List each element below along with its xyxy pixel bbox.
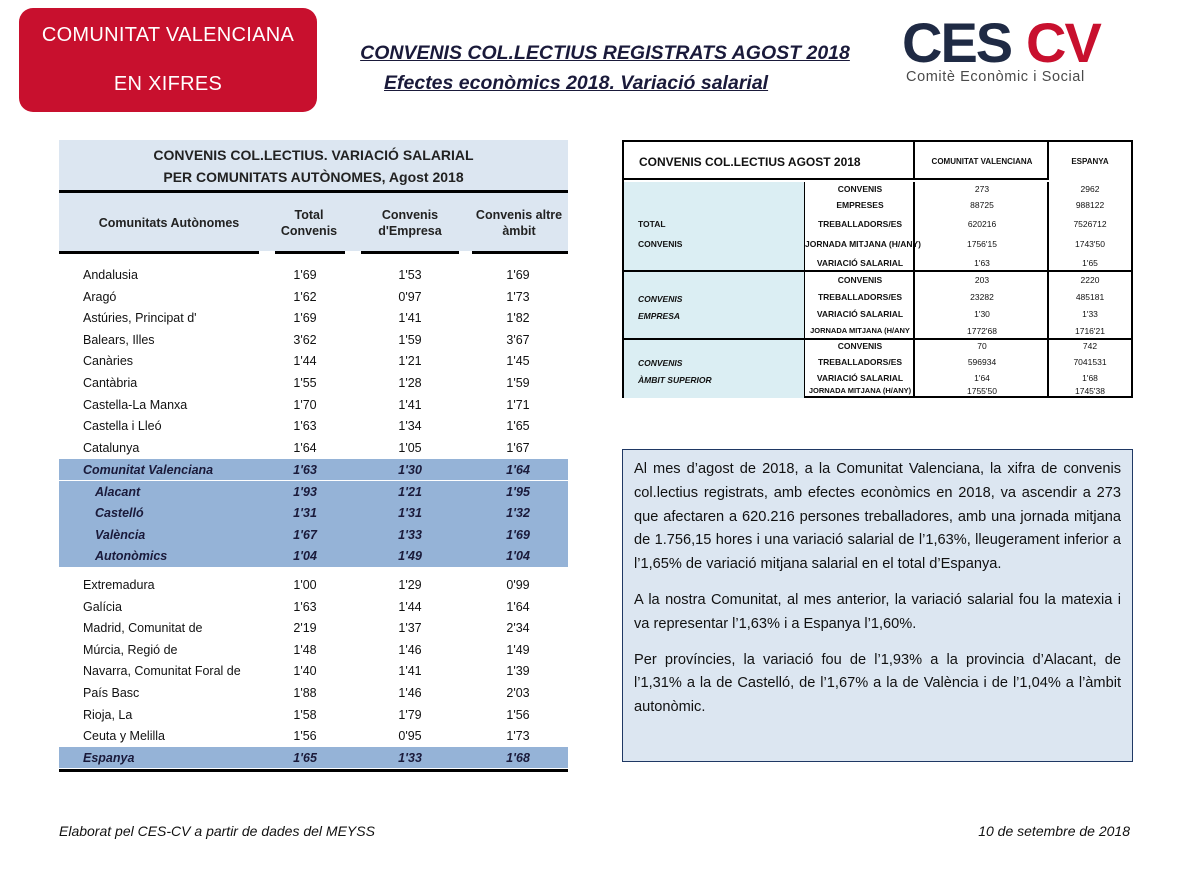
table-row (59, 725, 568, 747)
altre-value: 1'95 (506, 484, 530, 499)
rule (361, 251, 459, 254)
empresa-value: 1'41 (398, 664, 422, 679)
empresa-value: 1'33 (398, 527, 422, 542)
region-name: Múrcia, Regió de (83, 642, 178, 657)
altre-value: 2'03 (506, 685, 530, 700)
rule (59, 251, 259, 254)
total-value: 1'93 (293, 484, 317, 499)
metric-label: VARIACIÓ SALARIAL (816, 308, 904, 319)
table-row (59, 394, 568, 416)
total-value: 1'55 (293, 376, 317, 390)
region-name: Canàries (83, 354, 134, 369)
cv-value: 88725 (970, 200, 994, 210)
cescv-logo (902, 16, 1137, 86)
cv-value: 596934 (967, 356, 997, 367)
commentary-paragraph-3: Per províncies, la variació fou de l’1,93% a la provincia d’Alacant, de l’1,31% a la de Castelló, de l’1,67% a la de València i de l’1,04% a l’àmbit autonòmic. (634, 651, 1121, 716)
region-name: Rioja, La (83, 707, 133, 722)
table-row (59, 502, 568, 524)
total-value: 1'63 (293, 419, 317, 434)
region-name: Ceuta y Melilla (83, 729, 165, 744)
badge-line-1: COMUNITAT VALENCIANA (41, 24, 295, 46)
altre-value: 1'49 (506, 642, 530, 657)
empresa-value: 1'28 (398, 376, 422, 390)
cv-value: 1755'50 (967, 386, 997, 396)
total-value: 2'19 (293, 621, 317, 636)
es-value: 1716'21 (1075, 325, 1105, 336)
table-row (59, 264, 568, 286)
altre-value: 2'34 (506, 621, 530, 636)
empresa-value: 1'46 (398, 642, 422, 657)
table-row (59, 617, 568, 639)
empresa-value: 1'53 (398, 268, 422, 282)
region-name: Comunitat Valenciana (83, 462, 214, 477)
cv-value: 1'30 (974, 308, 990, 319)
rule (275, 251, 345, 254)
cv-value: 203 (974, 274, 990, 285)
metric-label: TREBALLADORS/ES (817, 356, 903, 367)
table-row (59, 329, 568, 351)
table-header (59, 193, 568, 251)
altre-value: 1'32 (506, 506, 530, 521)
total-value: 1'88 (293, 685, 317, 700)
cescv-logo-mark (902, 16, 1137, 71)
group-label-cell (624, 272, 805, 340)
es-value: 2962 (1080, 183, 1100, 194)
region-name: Cantàbria (83, 376, 138, 390)
total-value: 1'67 (293, 527, 317, 542)
metric-label: EMPRESES (836, 200, 884, 210)
group-label-2: ÀMBIT SUPERIOR (638, 375, 712, 385)
region-name: Aragó (83, 289, 117, 304)
table-title: CONVENIS COL.LECTIUS AGOST 2018 (639, 155, 861, 169)
es-value: 1'33 (1082, 308, 1098, 319)
region-name: Alacant (95, 484, 141, 499)
col-header-cv: COMUNITAT VALENCIANA (931, 157, 1033, 166)
empresa-value: 1'41 (398, 397, 422, 412)
metric-label: VARIACIÓ SALARIAL (816, 257, 904, 268)
table-bottom-rule (59, 769, 568, 772)
region-name: Extremadura (83, 577, 155, 592)
altre-value: 1'04 (506, 549, 530, 564)
table-row (59, 459, 568, 481)
es-value: 2220 (1080, 274, 1100, 285)
col-header-empresa: Convenis d'Empresa (378, 208, 442, 238)
altre-value: 1'82 (506, 311, 530, 326)
page-title: CONVENIS COL.LECTIUS REGISTRATS AGOST 2018 (360, 42, 850, 64)
total-value: 1'63 (293, 462, 317, 477)
altre-value: 1'73 (506, 289, 530, 304)
altre-value: 1'65 (506, 419, 530, 434)
total-value: 1'58 (293, 707, 317, 722)
empresa-value: 0'97 (398, 289, 422, 304)
region-name: Andalusia (83, 268, 138, 282)
group-label-2: CONVENIS (638, 239, 683, 249)
region-name: Astúries, Principat d' (83, 311, 197, 326)
col-header-region: Comunitats Autònomes (98, 216, 240, 230)
altre-value: 1'64 (506, 599, 530, 614)
total-value: 1'69 (293, 268, 317, 282)
cv-value: 1756'15 (967, 239, 997, 249)
group-label-1: CONVENIS (638, 294, 683, 304)
es-value: 7041531 (1073, 356, 1107, 367)
region-name: València (95, 527, 146, 542)
empresa-value: 1'41 (398, 311, 422, 326)
total-value: 1'31 (293, 506, 317, 521)
total-value: 1'40 (293, 664, 317, 679)
group-label-1: TOTAL (638, 219, 666, 229)
total-value: 1'70 (293, 397, 317, 412)
region-name: Catalunya (83, 440, 140, 455)
logo-ces: CES (902, 16, 1012, 71)
table-row (59, 437, 568, 459)
total-value: 1'56 (293, 729, 317, 744)
table-title-2: PER COMUNITATS AUTÒNOMES, Agost 2018 (163, 169, 464, 185)
col-header-altre: Convenis altre àmbit (475, 208, 563, 238)
cv-value: 620216 (967, 219, 997, 229)
total-value: 1'64 (293, 440, 317, 455)
altre-value: 1'71 (506, 397, 530, 412)
table-row (59, 524, 568, 546)
metric-label: TREBALLADORS/ES (817, 291, 903, 302)
empresa-value: 1'31 (398, 506, 422, 521)
region-name: Espanya (83, 750, 135, 765)
empresa-value: 1'05 (398, 440, 422, 455)
group-label-cell (624, 340, 805, 398)
table-row (59, 574, 568, 596)
salary-variation-table (59, 140, 568, 765)
altre-value: 1'39 (506, 664, 530, 679)
altre-value: 1'67 (506, 440, 530, 455)
page-subtitle: Efectes econòmics 2018. Variació salarial (384, 72, 769, 94)
table-row (59, 747, 568, 769)
region-name: Castella i Lleó (83, 419, 162, 434)
metric-label: CONVENIS (837, 183, 883, 194)
cv-value: 1'63 (974, 257, 990, 268)
total-value: 1'48 (293, 642, 317, 657)
empresa-value: 1'21 (398, 354, 422, 369)
total-value: 1'44 (293, 354, 317, 369)
col-header-es: ESPANYA (1071, 157, 1109, 166)
region-name: Balears, Illes (83, 332, 155, 347)
empresa-value: 1'34 (398, 419, 422, 434)
region-name: Navarra, Comunitat Foral de (83, 664, 241, 679)
footer-date: 10 de setembre de 2018 (978, 823, 1130, 839)
empresa-value: 1'44 (398, 599, 422, 614)
footer-source: Elaborat pel CES-CV a partir de dades del MEYSS (59, 823, 375, 839)
table-row (59, 415, 568, 437)
region-name: Castella-La Manxa (83, 397, 188, 412)
table-row (59, 372, 568, 394)
es-value: 1'65 (1082, 257, 1098, 268)
table-row (59, 682, 568, 704)
logo-tagline: Comitè Econòmic i Social (906, 69, 1085, 85)
group-label-1: CONVENIS (638, 358, 683, 368)
empresa-value: 1'59 (398, 332, 422, 347)
es-value: 742 (1082, 341, 1098, 351)
metric-label: JORNADA MITJANA (H/ANY) (805, 239, 922, 249)
badge-line-2: EN XIFRES (113, 73, 223, 95)
table-row (59, 639, 568, 661)
commentary-paragraph-1: Al mes d’agost de 2018, a la Comunitat Valenciana, la xifra de convenis col.lectius registrats, amb efectes econòmics en 2018, va ascendir a 273 que afectaren a 620.216 persones treballadores, amb una jornada mitjana de 1.756,15 hores i una variació salarial de l’1,63%, lleugerament inferior a l’1,65% de variació mitjana salarial en el total d’Espanya. (634, 461, 1121, 573)
empresa-value: 1'33 (398, 750, 422, 765)
es-value: 1743'50 (1075, 239, 1105, 249)
metric-label: JORNADA MITJANA (H/ANY (810, 325, 910, 335)
region-name: País Basc (83, 685, 140, 700)
altre-value: 1'68 (506, 750, 530, 765)
total-value: 1'00 (293, 577, 317, 592)
cv-value: 1772'68 (967, 325, 997, 336)
total-value: 1'04 (293, 549, 317, 564)
summary-table (622, 140, 1133, 398)
region-name: Castelló (95, 506, 144, 521)
altre-value: 1'45 (506, 354, 530, 369)
logo-cv: CV (1026, 16, 1100, 71)
empresa-value: 1'29 (398, 577, 422, 592)
region-name: Madrid, Comunitat de (83, 621, 203, 636)
es-value: 485181 (1075, 291, 1105, 302)
table-row (59, 704, 568, 726)
total-value: 1'65 (293, 750, 317, 765)
metric-label: VARIACIÓ SALARIAL (816, 372, 904, 383)
altre-value: 1'59 (506, 376, 530, 390)
metric-label: CONVENIS (837, 274, 883, 285)
commentary-box (622, 449, 1133, 762)
empresa-value: 1'46 (398, 685, 422, 700)
cv-value: 1'64 (974, 372, 990, 383)
empresa-value: 1'21 (398, 484, 422, 499)
table-row (59, 307, 568, 329)
total-value: 3'62 (293, 332, 317, 347)
altre-value: 1'56 (506, 707, 530, 722)
metric-label: CONVENIS (837, 341, 883, 351)
table-title-1: CONVENIS COL.LECTIUS. VARIACIÓ SALARIAL (153, 147, 474, 163)
altre-value: 1'64 (506, 462, 530, 477)
empresa-value: 1'79 (398, 707, 422, 722)
total-value: 1'62 (293, 289, 317, 304)
total-value: 1'69 (293, 311, 317, 326)
header-rules (59, 251, 568, 255)
group-label-2: EMPRESA (638, 311, 681, 321)
es-value: 1'68 (1082, 372, 1098, 383)
empresa-value: 1'49 (398, 549, 422, 564)
table-row (59, 350, 568, 372)
cv-value: 70 (977, 341, 987, 351)
empresa-value: 1'37 (398, 621, 422, 636)
table-title-block (59, 140, 568, 190)
metric-label: JORNADA MITJANA (H/ANY) (808, 386, 912, 395)
table-row (59, 660, 568, 682)
region-name: Autonòmics (95, 549, 168, 564)
es-value: 988122 (1075, 200, 1105, 210)
table-row (59, 545, 568, 567)
altre-value: 0'99 (506, 577, 530, 592)
empresa-value: 0'95 (398, 729, 422, 744)
altre-value: 3'67 (506, 332, 530, 347)
commentary-paragraph-2: A la nostra Comunitat, al mes anterior, la variació salarial fou la matexia i va representar l’1,63% i a Espanya l’1,60%. (634, 591, 1121, 632)
cv-value: 273 (974, 183, 990, 194)
region-name: Galícia (83, 599, 122, 614)
altre-value: 1'73 (506, 729, 530, 744)
altre-value: 1'69 (506, 268, 530, 282)
metric-label: TREBALLADORS/ES (817, 219, 903, 229)
rule (472, 251, 568, 254)
altre-value: 1'69 (506, 527, 530, 542)
total-value: 1'63 (293, 599, 317, 614)
table-row (59, 286, 568, 308)
es-value: 1745'38 (1075, 386, 1105, 396)
table-row (59, 596, 568, 618)
es-value: 7526712 (1073, 219, 1107, 229)
col-header-total: Total Convenis (280, 208, 338, 238)
empresa-value: 1'30 (398, 462, 422, 477)
table-row (59, 481, 568, 503)
region-badge (19, 8, 317, 112)
cv-value: 23282 (970, 291, 994, 302)
